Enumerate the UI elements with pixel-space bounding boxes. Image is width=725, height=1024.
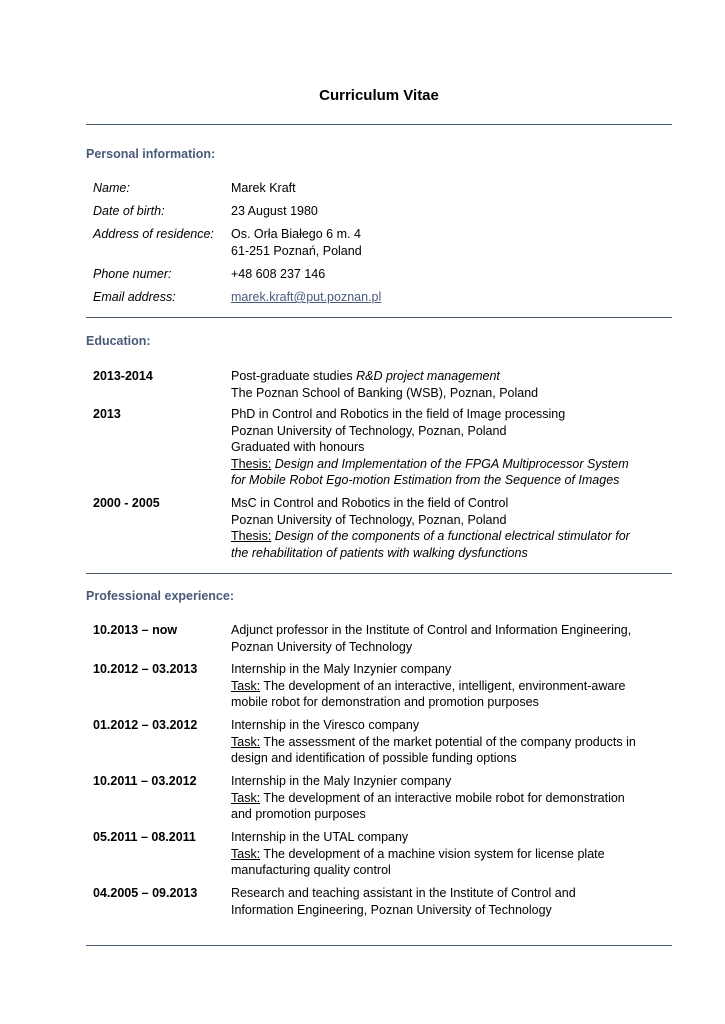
divider [86,124,672,125]
address-value [231,226,641,259]
experience-title: Internship in the Maly Inzynier company [231,774,452,788]
experience-heading: Professional experience: [86,589,234,603]
task-label: Task: [231,734,261,749]
education-degree: MsC in Control and Robotics in the field of Control [231,496,509,510]
experience-title: Internship in the Viresco company [231,718,420,732]
experience-date: 01.2012 – 03.2012 [93,718,198,732]
experience-date: 10.2013 – now [93,623,178,637]
thesis-title: Design and Implementation of the FPGA Multiprocessor System [271,456,629,471]
name-label: Name: [93,181,130,195]
education-heading: Education: [86,334,151,348]
divider [86,945,672,946]
email-label: Email address: [93,290,176,304]
experience-title: Research and teaching assistant in the Institute of Control and [231,886,576,900]
address-line-1: Os. Orła Białego 6 m. 4 [231,227,361,241]
document-title: Curriculum Vitae [319,87,439,104]
thesis-label: Thesis: [231,529,272,543]
dob-value: 23 August 1980 [231,204,318,218]
task-text-continued: and promotion purposes [231,807,366,821]
divider [86,317,672,318]
experience-title: Internship in the Maly Inzynier company [231,662,452,676]
dob-label: Date of birth: [93,204,165,218]
task-text: The development of a machine vision system for license plate [260,846,605,861]
experience-title: Adjunct professor in the Institute of Control and Information Engineering, [231,623,632,637]
education-institution: Poznan University of Technology, Poznan, Poland [231,423,507,438]
education-honours: Graduated with honours [231,440,365,454]
experience-title: Internship in the UTAL company [231,830,409,844]
address-line-2: 61-251 Poznań, Poland [231,243,362,258]
phone-value: +48 608 237 146 [231,267,326,281]
experience-title-continued: Information Engineering, Poznan University of Technology [231,902,552,917]
education-degree: PhD in Control and Robotics in the field of Image processing [231,407,566,421]
task-text: The development of an interactive mobile robot for demonstration [260,790,625,805]
thesis-label: Thesis: [231,456,272,471]
task-text: The assessment of the market potential of the company products in [260,734,636,749]
address-label: Address of residence: [93,227,214,241]
education-institution: Poznan University of Technology, Poznan, Poland [231,512,507,527]
task-text-continued: design and identification of possible funding options [231,751,517,765]
education-degree-field: R&D project management [356,369,500,383]
thesis-title: Design of the components of a functional electrical stimulator for [271,529,630,543]
task-label: Task: [231,790,261,805]
experience-date: 04.2005 – 09.2013 [93,886,198,900]
education-date: 2013 [93,407,121,421]
education-degree: Post-graduate studies [231,369,357,383]
experience-date: 10.2012 – 03.2013 [93,662,198,676]
thesis-title-continued: for Mobile Robot Ego-motion Estimation from the Sequence of Images [231,473,620,487]
education-date: 2013-2014 [93,369,153,383]
phone-label: Phone numer: [93,267,172,281]
experience-title-continued: Poznan University of Technology [231,639,413,654]
task-text-continued: mobile robot for demonstration and promotion purposes [231,695,539,709]
education-institution: The Poznan School of Banking (WSB), Poznan, Poland [231,385,539,400]
thesis-title-continued: the rehabilitation of patients with walking dysfunctions [231,545,528,560]
task-text: The development of an interactive, intelligent, environment-aware [260,678,626,693]
email-link[interactable]: marek.kraft@put.poznan.pl [231,290,382,304]
divider [86,573,672,574]
task-text-continued: manufacturing quality control [231,863,391,877]
personal-info-heading: Personal information: [86,147,216,161]
education-date: 2000 - 2005 [93,496,160,510]
experience-date: 05.2011 – 08.2011 [93,830,196,844]
experience-date: 10.2011 – 03.2012 [93,774,197,788]
name-value: Marek Kraft [231,181,296,195]
task-label: Task: [231,678,261,693]
task-label: Task: [231,846,261,861]
